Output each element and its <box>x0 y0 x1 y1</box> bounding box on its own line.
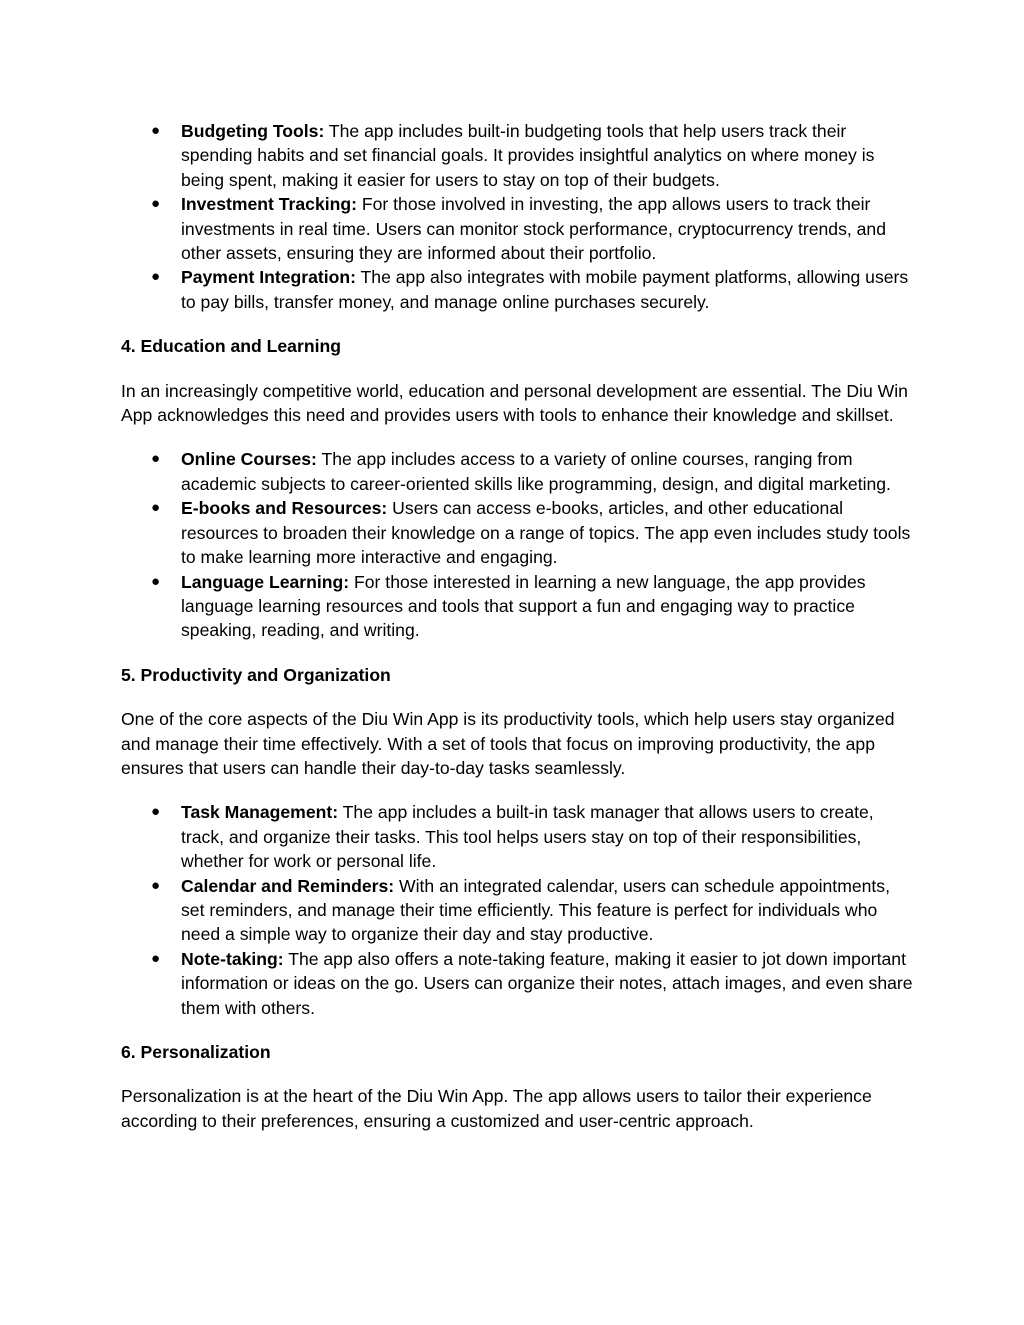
bullet-icon: ● <box>151 499 161 517</box>
list-item-text: For those involved in investing, the app allows users to track their investments in real time. Users can monitor stock performance, cryptocurrency trends, and other assets, ensuring they are informed about their portfolio. <box>181 194 887 264</box>
list-item <box>121 496 914 569</box>
list-item-text: The app includes a built-in task manager that allows users to create, track, and organize their tasks. This tool helps users stay on top of their responsibilities, whether for work or personal life. <box>181 802 874 872</box>
bullet-icon: ● <box>151 876 161 894</box>
section-intro: Personalization is at the heart of the Diu Win App. The app allows users to tailor their experience according to their preferences, ensuring a customized and user-centric approach. <box>121 1086 872 1131</box>
spacer <box>121 1020 914 1040</box>
section-heading: 5. Productivity and Organization <box>121 664 391 685</box>
bullet-icon: ● <box>151 572 161 590</box>
bullet-icon: ● <box>151 122 161 139</box>
list-item-text: With an integrated calendar, users can schedule appointments, set reminders, and manage their time efficiently. This feature is perfect for individuals who need a simple way to organize their day and stay productive. <box>181 875 890 945</box>
spacer <box>121 643 914 663</box>
list-item-text: The app includes built-in budgeting tools that help users track their spending habits and set financial goals. It provides insightful analytics on where money is being spent, making it easier for users to stay on top of their budgets. <box>181 121 875 190</box>
section-heading: 4. Education and Learning <box>121 336 341 357</box>
finance-feature-list <box>121 119 914 314</box>
list-item-term: Online Courses: <box>181 449 317 470</box>
list-item-term: Note-taking: <box>181 948 284 969</box>
list-item-term: Budgeting Tools: <box>181 121 325 141</box>
bullet-icon: ● <box>151 268 161 286</box>
spacer <box>121 314 914 334</box>
list-item-term: Calendar and Reminders: <box>181 875 395 896</box>
list-item <box>121 265 914 314</box>
list-item <box>121 119 914 192</box>
education-feature-list <box>121 447 914 642</box>
list-item-text: The app also offers a note-taking feature, making it easier to jot down important information or ideas on the go. Users can organize their notes, attach images, and even share them with others. <box>181 948 913 1018</box>
list-item-term: Language Learning: <box>181 571 350 592</box>
spacer <box>121 1064 914 1084</box>
list-item <box>121 192 914 265</box>
section-intro: In an increasingly competitive world, education and personal development are essential. The Diu Win App acknowledges this need and provides users with tools to enhance their knowledge and skillset. <box>121 380 908 426</box>
list-item <box>121 874 914 947</box>
list-item <box>121 447 914 496</box>
list-item <box>121 800 914 873</box>
spacer <box>121 427 914 447</box>
list-item-text: The app includes access to a variety of online courses, ranging from academic subjects to career-oriented skills like programming, design, and digital marketing. <box>181 449 891 494</box>
list-item-text: For those interested in learning a new language, the app provides language learning resources and tools that support a fun and engaging way to practice speaking, reading, and writing. <box>181 571 866 641</box>
list-item-term: Payment Integration: <box>181 267 356 288</box>
spacer <box>121 687 914 707</box>
list-item-term: E-books and Resources: <box>181 498 388 519</box>
list-item <box>121 947 914 1020</box>
list-item-term: Task Management: <box>181 802 339 823</box>
section-heading: 6. Personalization <box>121 1042 271 1062</box>
spacer <box>121 780 914 800</box>
bullet-icon: ● <box>151 195 161 213</box>
productivity-feature-list <box>121 800 914 1020</box>
list-item-text: Users can access e-books, articles, and other educational resources to broaden their knowledge on a range of topics. The app even includes study tools to make learning more interactive and engaging. <box>181 498 911 568</box>
section-intro: One of the core aspects of the Diu Win App is its productivity tools, which help users stay organized and manage their time effectively. With a set of tools that focus on improving productivity, the app ensures that users can handle their day-to-day tasks seamlessly. <box>121 709 895 778</box>
spacer <box>121 359 914 379</box>
bullet-icon: ● <box>151 450 161 468</box>
bullet-icon: ● <box>151 949 161 967</box>
bullet-icon: ● <box>151 803 161 821</box>
list-item-text: The app also integrates with mobile payment platforms, allowing users to pay bills, transfer money, and manage online purchases securely. <box>181 267 909 312</box>
list-item <box>121 570 914 643</box>
list-item-term: Investment Tracking: <box>181 194 357 215</box>
